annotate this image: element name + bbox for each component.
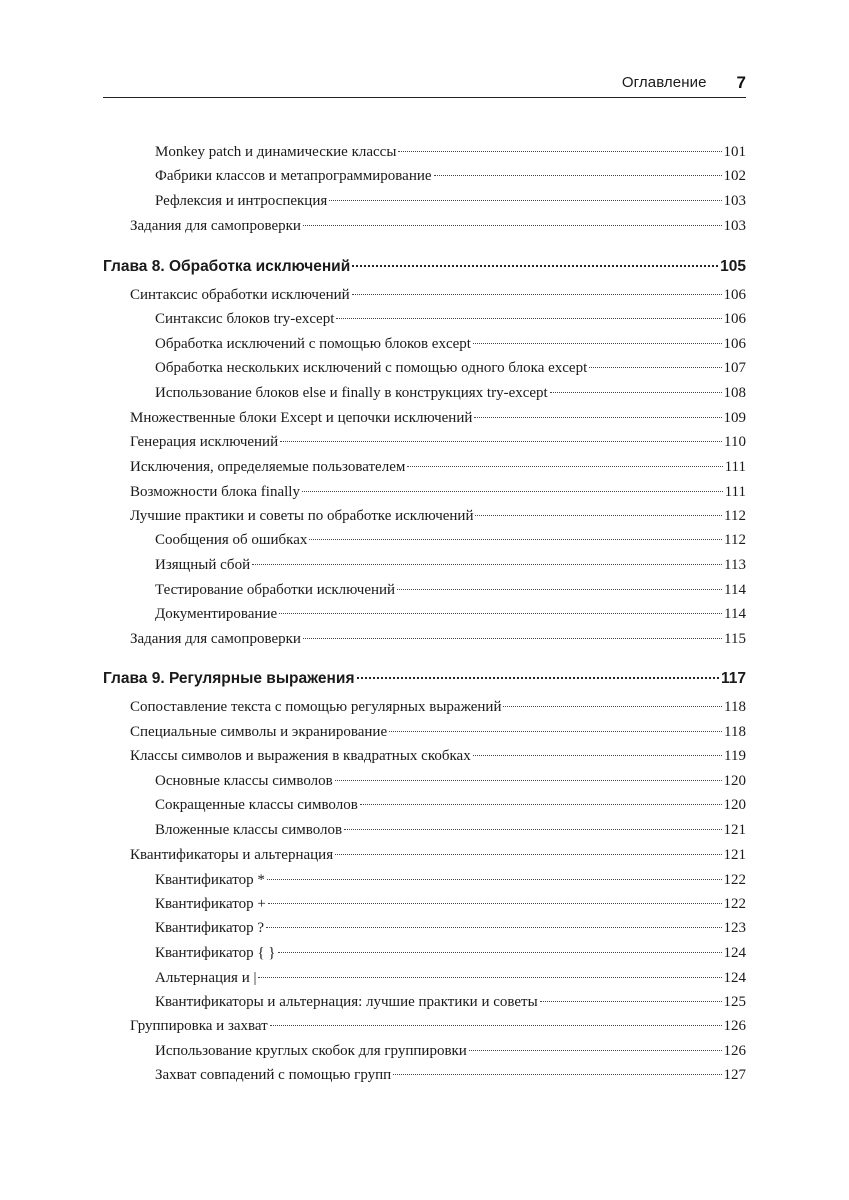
toc-entry	[130, 480, 746, 504]
toc-entry-title: Захват совпадений с помощью групп	[155, 1067, 392, 1083]
dot-leader	[352, 293, 722, 295]
toc-entry	[130, 720, 746, 744]
dot-leader	[309, 538, 722, 540]
toc-entry-page: 127	[723, 1067, 746, 1083]
toc-entry	[155, 140, 746, 164]
toc-entry	[155, 1039, 746, 1063]
dot-leader	[389, 730, 722, 732]
page-header	[103, 68, 746, 98]
toc-entry-title: Вложенные классы символов	[155, 822, 343, 838]
toc-entry	[155, 528, 746, 552]
toc-entry-title: Специальные символы и экранирование	[130, 724, 388, 740]
dot-leader	[268, 902, 722, 904]
toc-entry-page: 111	[724, 459, 746, 475]
toc-entry-title: Квантификатор +	[155, 896, 266, 912]
dot-leader	[540, 1000, 722, 1002]
toc-entry-page: 101	[723, 144, 746, 160]
toc-entry-title: Классы символов и выражения в квадратных скобках	[130, 748, 471, 764]
dot-leader	[474, 416, 721, 418]
dot-leader	[473, 342, 722, 344]
toc-entry-page: 107	[723, 360, 746, 376]
toc-entry-page: 126	[723, 1018, 746, 1034]
toc-entry-page: 111	[724, 484, 746, 500]
toc-entry-title: Альтернация и |	[155, 970, 257, 986]
toc-entry	[155, 892, 746, 916]
dot-leader	[335, 853, 721, 855]
toc-entry-page: 108	[723, 385, 746, 401]
toc-entry-title: Сообщения об ошибках	[155, 532, 308, 548]
dot-leader	[360, 803, 722, 805]
toc-entry-page: 102	[723, 168, 746, 184]
toc-entry-title: Тестирование обработки исключений	[155, 582, 396, 598]
toc-entry-page: 124	[723, 945, 746, 961]
toc-entry-title: Документирование	[155, 606, 278, 622]
dot-leader	[336, 317, 721, 319]
toc-entry-page: 112	[724, 532, 746, 548]
toc-entry-page: 106	[723, 311, 746, 327]
toc-entry-title: Квантификаторы и альтернация	[130, 847, 334, 863]
dot-leader	[279, 612, 722, 614]
toc-entry-page: 119	[724, 748, 746, 764]
dot-leader	[473, 754, 722, 756]
toc-entry-page: 110	[724, 434, 746, 450]
toc-entry-title: Синтаксис блоков try-except	[155, 311, 335, 327]
toc-entry-title: Глава 9. Регулярные выражения	[103, 670, 355, 687]
toc-entry-title: Обработка нескольких исключений с помощью одного блока except	[155, 360, 588, 376]
toc-entry	[130, 430, 746, 454]
toc-entry-page: 105	[720, 258, 746, 275]
toc-entry	[155, 990, 746, 1014]
dot-leader	[407, 465, 722, 467]
toc-entry	[155, 868, 746, 892]
dot-leader	[270, 1024, 722, 1026]
dot-leader	[303, 224, 722, 226]
toc-entry-page: 121	[723, 822, 746, 838]
toc-entry-title: Monkey patch и динамические классы	[155, 144, 397, 160]
toc-entry	[130, 627, 746, 651]
dot-leader	[434, 174, 722, 176]
toc-entry-title: Глава 8. Обработка исключений	[103, 258, 351, 275]
toc-entry	[130, 283, 746, 307]
toc-entry	[155, 966, 746, 990]
toc-entry	[130, 744, 746, 768]
dot-leader	[303, 637, 722, 639]
toc-entry-title: Фабрики классов и метапрограммирование	[155, 168, 432, 184]
toc-entry-title: Рефлексия и интроспекция	[155, 193, 328, 209]
toc-entry	[155, 769, 746, 793]
toc-entry-page: 121	[723, 847, 746, 863]
toc-entry-page: 114	[724, 606, 746, 622]
toc-entry	[130, 843, 746, 867]
toc-entry	[130, 695, 746, 719]
toc-entry	[155, 1063, 746, 1087]
toc-entry-title: Квантификатор { }	[155, 945, 276, 961]
toc-entry	[130, 1014, 746, 1038]
toc-entry-title: Обработка исключений с помощью блоков except	[155, 336, 471, 352]
toc-entry-page: 118	[724, 724, 746, 740]
dot-leader	[258, 976, 721, 978]
toc-entry-page: 109	[723, 410, 746, 426]
dot-leader	[335, 779, 722, 781]
toc-entry	[155, 189, 746, 213]
dot-leader	[397, 588, 722, 590]
toc-entry-title: Возможности блока finally	[130, 484, 300, 500]
toc-entry-title: Использование круглых скобок для группировки	[155, 1043, 467, 1059]
toc-entry-page: 118	[724, 699, 746, 715]
toc-entry-title: Лучшие практики и советы по обработке исключений	[130, 508, 474, 524]
toc-entry-title: Генерация исключений	[130, 434, 279, 450]
toc-entry-page: 126	[723, 1043, 746, 1059]
toc-entry	[155, 381, 746, 405]
dot-leader	[398, 150, 721, 152]
toc-chapter-entry	[103, 667, 746, 691]
dot-leader	[329, 199, 721, 201]
dot-leader	[469, 1049, 722, 1051]
toc-entry-page: 113	[724, 557, 746, 573]
toc-entry-page: 106	[723, 287, 746, 303]
toc-entry-title: Квантификаторы и альтернация: лучшие практики и советы	[155, 994, 538, 1010]
dot-leader	[503, 705, 722, 707]
toc-entry-title: Использование блоков else и finally в конструкциях try-except	[155, 385, 548, 401]
toc-entry	[130, 406, 746, 430]
toc-entry	[155, 818, 746, 842]
toc-entry	[155, 793, 746, 817]
toc-entry-title: Исключения, определяемые пользователем	[130, 459, 406, 475]
toc-entry-page: 120	[723, 773, 746, 789]
toc-chapter-entry	[103, 255, 746, 279]
toc-entry-title: Множественные блоки Except и цепочки исключений	[130, 410, 473, 426]
toc-entry-page: 106	[723, 336, 746, 352]
toc-entry	[130, 504, 746, 528]
toc-entry	[155, 602, 746, 626]
dot-leader	[393, 1073, 721, 1075]
dot-leader	[302, 490, 723, 492]
toc-entry	[155, 941, 746, 965]
dot-leader	[357, 676, 719, 679]
toc-entry	[130, 214, 746, 238]
dot-leader	[550, 391, 722, 393]
dot-leader	[278, 951, 722, 953]
toc-entry-page: 112	[724, 508, 746, 524]
toc-entry	[155, 916, 746, 940]
toc-entry-title: Квантификатор *	[155, 872, 265, 888]
toc-entry-page: 120	[723, 797, 746, 813]
toc-entry-title: Синтаксис обработки исключений	[130, 287, 350, 303]
toc-entry-page: 125	[723, 994, 746, 1010]
toc-entry-title: Сокращенные классы символов	[155, 797, 358, 813]
toc-entry-page: 115	[724, 631, 746, 647]
toc-entry-page: 117	[720, 670, 746, 687]
toc-entry-title: Группировка и захват	[130, 1018, 268, 1034]
toc-entry-page: 122	[723, 872, 746, 888]
toc-entry-page: 114	[724, 582, 746, 598]
toc-entry	[155, 164, 746, 188]
dot-leader	[352, 264, 718, 267]
toc-entry-title: Задания для самопроверки	[130, 631, 301, 647]
toc-entry-page: 124	[723, 970, 746, 986]
dot-leader	[475, 514, 722, 516]
toc-entry	[130, 455, 746, 479]
toc-entry	[155, 553, 746, 577]
dot-leader	[589, 366, 721, 368]
toc-entry	[155, 332, 746, 356]
toc-entry-title: Сопоставление текста с помощью регулярных выражений	[130, 699, 502, 715]
toc-entry-title: Задания для самопроверки	[130, 218, 301, 234]
dot-leader	[267, 878, 722, 880]
toc-entry	[155, 307, 746, 331]
page-number: 7	[736, 72, 746, 92]
toc-entry-page: 123	[723, 920, 746, 936]
toc-entry-page: 103	[723, 193, 746, 209]
toc-entry-title: Изящный сбой	[155, 557, 251, 573]
running-title: Оглавление	[621, 74, 707, 91]
toc-entry	[155, 578, 746, 602]
dot-leader	[280, 440, 722, 442]
dot-leader	[252, 563, 722, 565]
toc-entry-title: Квантификатор ?	[155, 920, 264, 936]
dot-leader	[266, 926, 722, 928]
dot-leader	[344, 828, 721, 830]
toc-entry	[155, 356, 746, 380]
toc-entry-page: 122	[723, 896, 746, 912]
toc-entry-title: Основные классы символов	[155, 773, 333, 789]
toc-entry-page: 103	[723, 218, 746, 234]
